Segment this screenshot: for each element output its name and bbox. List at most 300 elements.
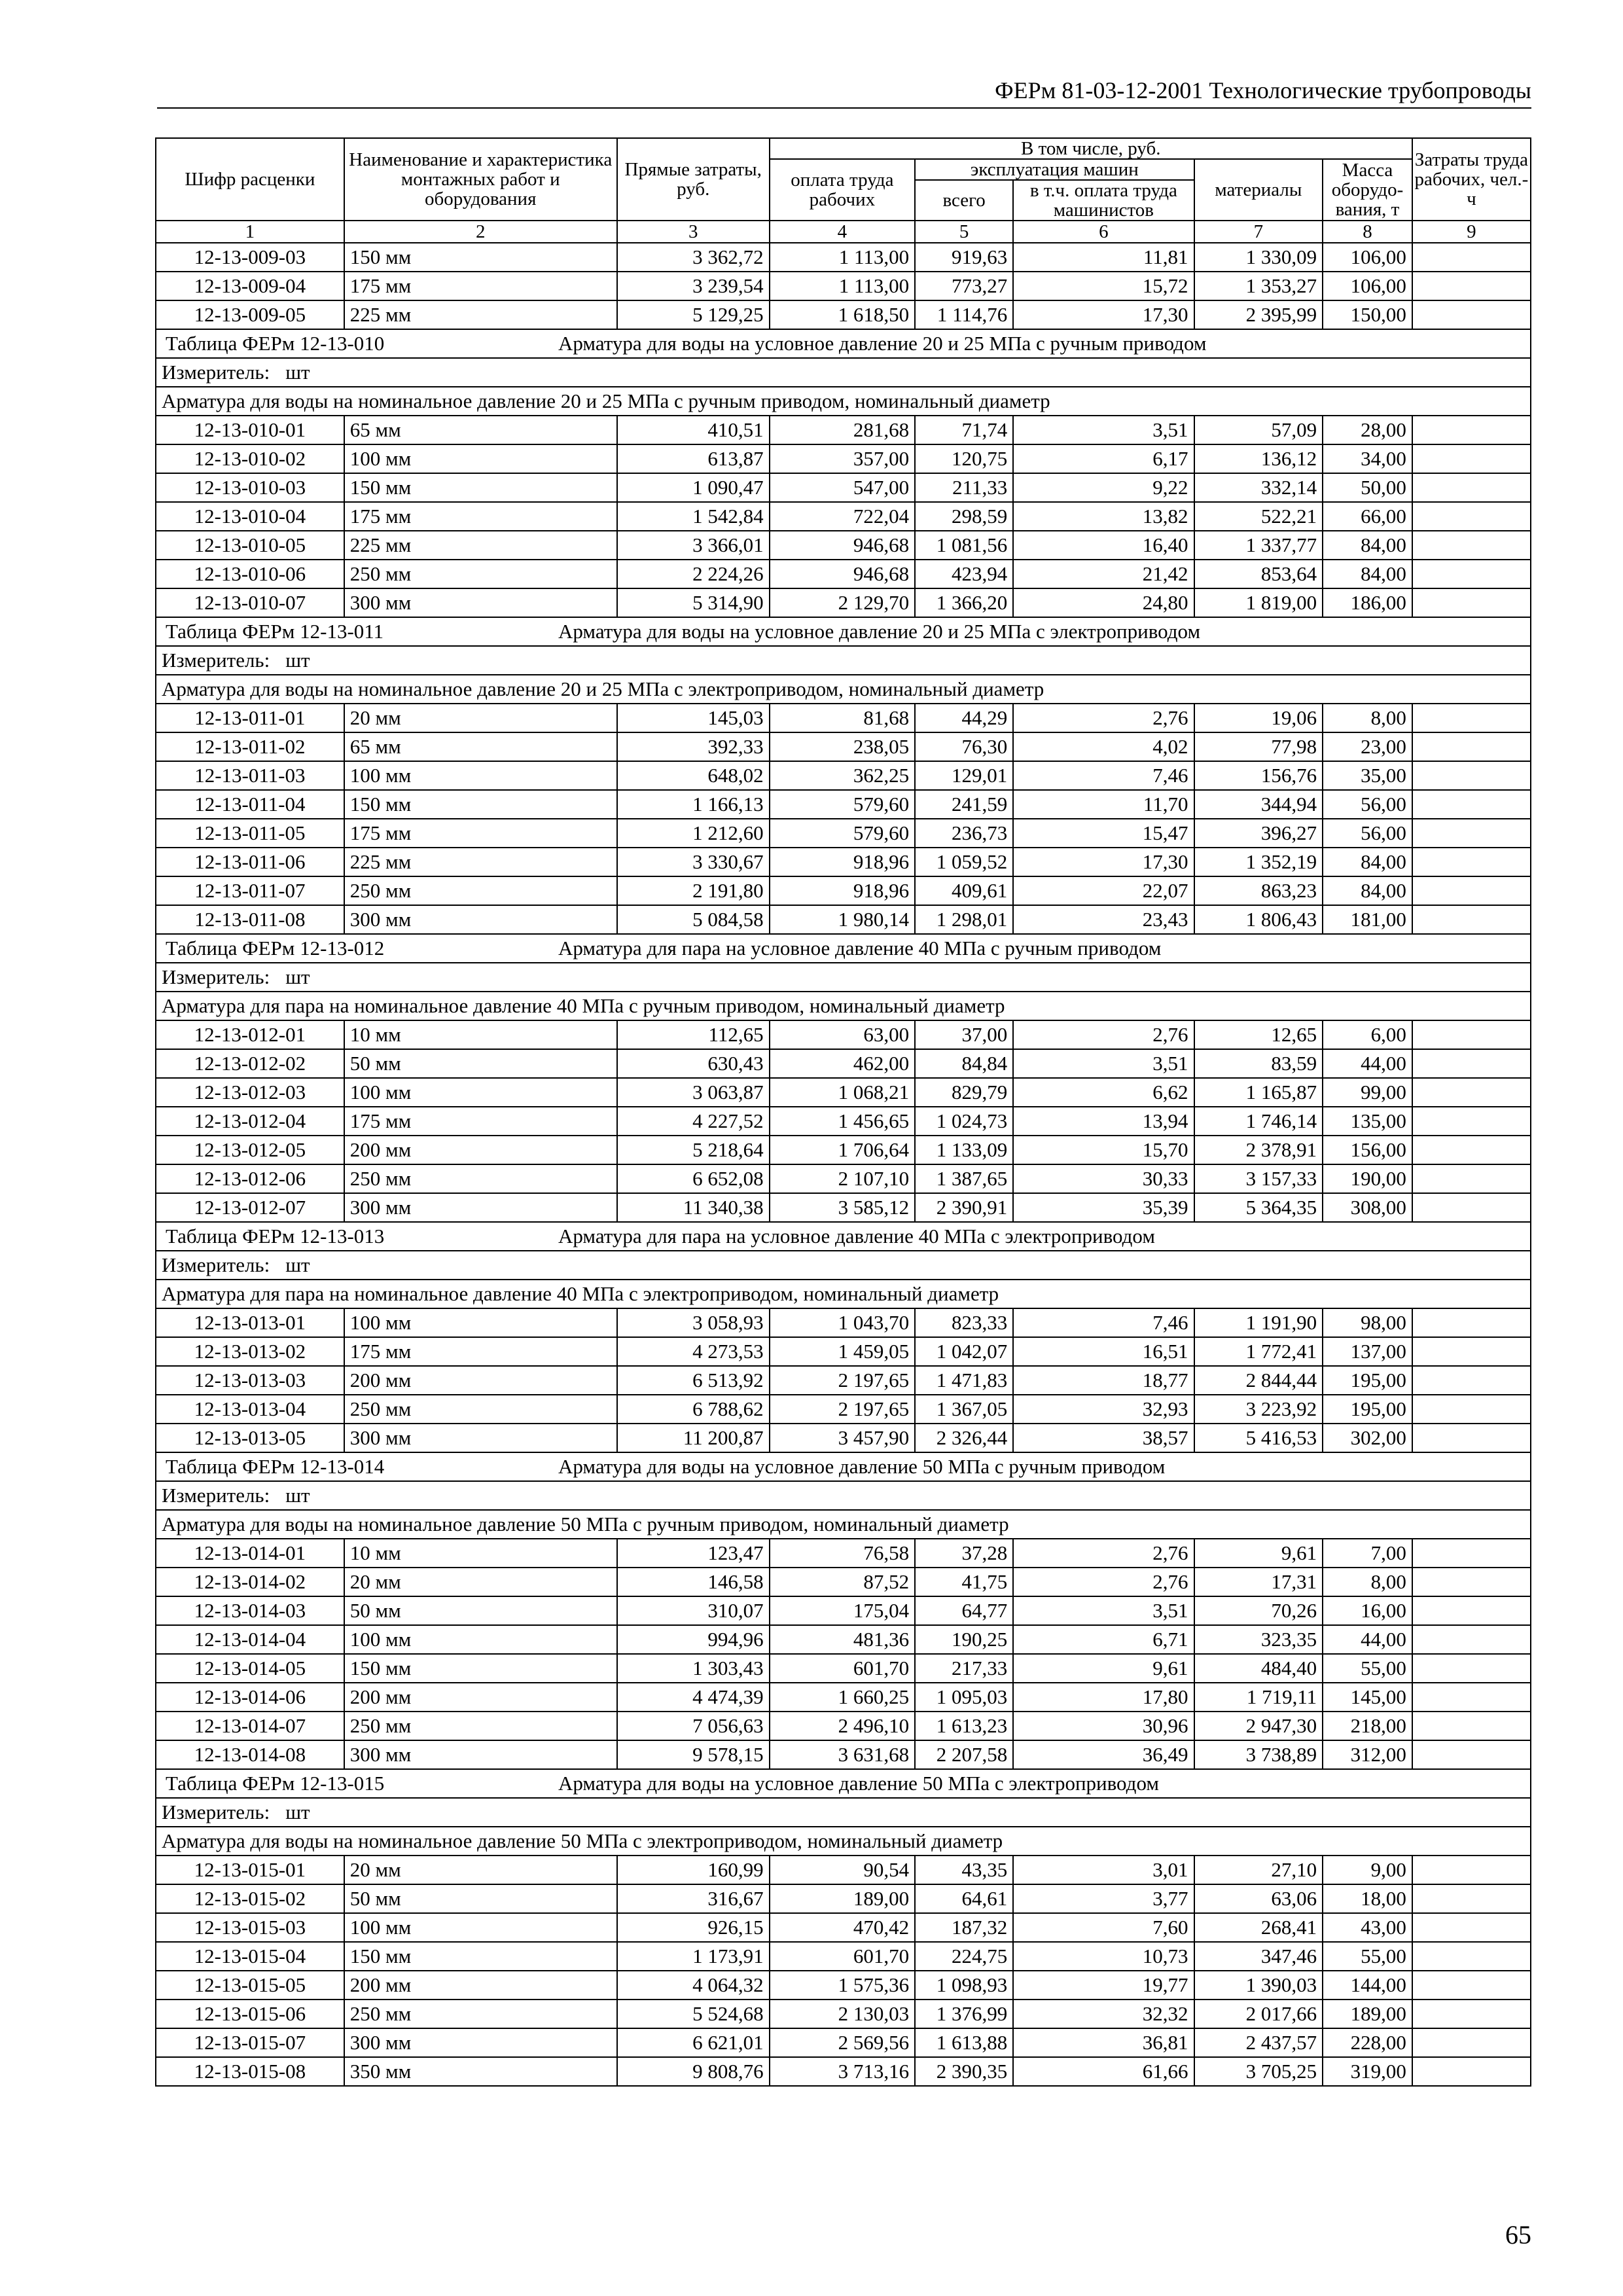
- section-table-name: Таблица ФЕРм 12-13-010: [166, 332, 385, 355]
- table-row: [156, 1568, 1531, 1596]
- direct-cost: 3 330,67: [617, 848, 770, 876]
- labor-pay: 1 575,36: [770, 1971, 916, 2000]
- rate-code: 12-13-011-05: [156, 819, 344, 848]
- machines-labor: 7,46: [1013, 761, 1194, 790]
- section-subtitle: Арматура для пара на номинальное давление 40 МПа с электроприводом, номинальный диаметр: [156, 1280, 1531, 1308]
- labor-pay: 357,00: [770, 444, 916, 473]
- materials-cost: 347,46: [1194, 1942, 1323, 1971]
- item-name: 175 мм: [344, 1107, 617, 1136]
- labor-pay: 2 107,10: [770, 1164, 916, 1193]
- machines-total: 64,61: [915, 1884, 1013, 1913]
- labor-pay: 189,00: [770, 1884, 916, 1913]
- materials-cost: 484,40: [1194, 1654, 1323, 1683]
- machines-total: 1 098,93: [915, 1971, 1013, 2000]
- section-measure-row: [156, 1251, 1531, 1280]
- item-name: 10 мм: [344, 1539, 617, 1568]
- item-name: 150 мм: [344, 1654, 617, 1683]
- equipment-mass: [1412, 790, 1531, 819]
- direct-cost: 4 474,39: [617, 1683, 770, 1712]
- machines-total: 919,63: [915, 243, 1013, 272]
- page-number: 65: [1505, 2220, 1531, 2250]
- materials-cost: 2 017,66: [1194, 2000, 1323, 2028]
- item-name: 150 мм: [344, 790, 617, 819]
- labor-hours: 308,00: [1323, 1193, 1412, 1222]
- rate-code: 12-13-012-04: [156, 1107, 344, 1136]
- equipment-mass: [1412, 1884, 1531, 1913]
- materials-cost: 57,09: [1194, 416, 1323, 444]
- rate-code: 12-13-011-07: [156, 876, 344, 905]
- col-number: 6: [1013, 221, 1194, 243]
- labor-pay: 238,05: [770, 732, 916, 761]
- measure-unit: шт: [285, 1253, 310, 1276]
- machines-total: 37,28: [915, 1539, 1013, 1568]
- section-heading: Арматура для пара на условное давление 40 МПа с ручным приводом: [558, 937, 1162, 960]
- materials-cost: 323,35: [1194, 1625, 1323, 1654]
- labor-hours: 56,00: [1323, 819, 1412, 848]
- machines-total: 1 298,01: [915, 905, 1013, 934]
- table-row: [156, 272, 1531, 300]
- table-row: [156, 2000, 1531, 2028]
- machines-labor: 22,07: [1013, 876, 1194, 905]
- rate-code: 12-13-014-08: [156, 1740, 344, 1769]
- section-title: [156, 617, 1531, 646]
- measure-unit: шт: [285, 1484, 310, 1507]
- section-title: [156, 329, 1531, 358]
- machines-labor: 36,81: [1013, 2028, 1194, 2057]
- item-name: 175 мм: [344, 272, 617, 300]
- equipment-mass: [1412, 761, 1531, 790]
- table-row: [156, 1078, 1531, 1107]
- table-row: [156, 1539, 1531, 1568]
- section-measure-row: [156, 1798, 1531, 1827]
- section-table-name: Таблица ФЕРм 12-13-015: [166, 1772, 385, 1795]
- materials-cost: 77,98: [1194, 732, 1323, 761]
- direct-cost: 316,67: [617, 1884, 770, 1913]
- materials-cost: 1 819,00: [1194, 588, 1323, 617]
- machines-labor: 23,43: [1013, 905, 1194, 934]
- materials-cost: 1 165,87: [1194, 1078, 1323, 1107]
- section-subtitle: Арматура для воды на номинальное давление 50 МПа с ручным приводом, номинальный диаметр: [156, 1510, 1531, 1539]
- item-name: 350 мм: [344, 2057, 617, 2086]
- measure-label: Измеритель:: [162, 1801, 270, 1823]
- rate-code: 12-13-009-05: [156, 300, 344, 329]
- materials-cost: 17,31: [1194, 1568, 1323, 1596]
- labor-pay: 1 980,14: [770, 905, 916, 934]
- equipment-mass: [1412, 2057, 1531, 2086]
- section-subtitle-row: [156, 387, 1531, 416]
- machines-labor: 61,66: [1013, 2057, 1194, 2086]
- direct-cost: 926,15: [617, 1913, 770, 1942]
- direct-cost: 2 224,26: [617, 560, 770, 588]
- equipment-mass: [1412, 819, 1531, 848]
- equipment-mass: [1412, 732, 1531, 761]
- table-row: [156, 819, 1531, 848]
- labor-hours: 66,00: [1323, 502, 1412, 531]
- machines-labor: 3,77: [1013, 1884, 1194, 1913]
- machines-labor: 6,71: [1013, 1625, 1194, 1654]
- table-row: [156, 1107, 1531, 1136]
- machines-total: 1 114,76: [915, 300, 1013, 329]
- machines-labor: 7,60: [1013, 1913, 1194, 1942]
- materials-cost: 83,59: [1194, 1049, 1323, 1078]
- machines-labor: 15,70: [1013, 1136, 1194, 1164]
- direct-cost: 5 129,25: [617, 300, 770, 329]
- machines-labor: 16,40: [1013, 531, 1194, 560]
- item-name: 300 мм: [344, 588, 617, 617]
- rate-code: 12-13-010-06: [156, 560, 344, 588]
- section-heading: Арматура для воды на условное давление 20 и 25 МПа с электроприводом: [558, 620, 1201, 643]
- direct-cost: 146,58: [617, 1568, 770, 1596]
- labor-hours: 35,00: [1323, 761, 1412, 790]
- rate-code: 12-13-014-06: [156, 1683, 344, 1712]
- equipment-mass: [1412, 1971, 1531, 2000]
- direct-cost: 3 362,72: [617, 243, 770, 272]
- labor-hours: 106,00: [1323, 272, 1412, 300]
- section-measure: [156, 963, 1531, 992]
- labor-pay: 1 113,00: [770, 272, 916, 300]
- machines-labor: 2,76: [1013, 1568, 1194, 1596]
- machines-total: 2 390,35: [915, 2057, 1013, 2086]
- section-title: [156, 1222, 1531, 1251]
- rate-code: 12-13-015-01: [156, 1856, 344, 1884]
- machines-labor: 2,76: [1013, 1539, 1194, 1568]
- rate-code: 12-13-015-06: [156, 2000, 344, 2028]
- direct-cost: 310,07: [617, 1596, 770, 1625]
- table-row: [156, 1740, 1531, 1769]
- equipment-mass: [1412, 531, 1531, 560]
- labor-pay: 1 706,64: [770, 1136, 916, 1164]
- labor-hours: 218,00: [1323, 1712, 1412, 1740]
- direct-cost: 4 064,32: [617, 1971, 770, 2000]
- labor-pay: 76,58: [770, 1539, 916, 1568]
- materials-cost: 1 353,27: [1194, 272, 1323, 300]
- col-number: 9: [1412, 221, 1531, 243]
- labor-pay: 63,00: [770, 1020, 916, 1049]
- machines-labor: 10,73: [1013, 1942, 1194, 1971]
- labor-hours: 106,00: [1323, 243, 1412, 272]
- item-name: 150 мм: [344, 473, 617, 502]
- labor-hours: 28,00: [1323, 416, 1412, 444]
- rates-table: [155, 137, 1531, 2087]
- direct-cost: 6 652,08: [617, 1164, 770, 1193]
- labor-pay: 90,54: [770, 1856, 916, 1884]
- equipment-mass: [1412, 704, 1531, 732]
- labor-pay: 1 113,00: [770, 243, 916, 272]
- materials-cost: 70,26: [1194, 1596, 1323, 1625]
- col-header-machines: эксплуатация машин: [915, 159, 1194, 180]
- item-name: 50 мм: [344, 1049, 617, 1078]
- labor-pay: 2 197,65: [770, 1395, 916, 1424]
- section-heading: Арматура для пара на условное давление 40 МПа с электроприводом: [558, 1225, 1155, 1247]
- equipment-mass: [1412, 1424, 1531, 1452]
- table-row: [156, 905, 1531, 934]
- labor-hours: 84,00: [1323, 876, 1412, 905]
- section-subtitle-row: [156, 1510, 1531, 1539]
- item-name: 175 мм: [344, 502, 617, 531]
- direct-cost: 11 200,87: [617, 1424, 770, 1452]
- direct-cost: 7 056,63: [617, 1712, 770, 1740]
- item-name: 225 мм: [344, 848, 617, 876]
- section-title-row: [156, 1222, 1531, 1251]
- labor-hours: 156,00: [1323, 1136, 1412, 1164]
- materials-cost: 1 806,43: [1194, 905, 1323, 934]
- labor-pay: 281,68: [770, 416, 916, 444]
- labor-pay: 547,00: [770, 473, 916, 502]
- item-name: 250 мм: [344, 1395, 617, 1424]
- materials-cost: 1 746,14: [1194, 1107, 1323, 1136]
- machines-labor: 15,72: [1013, 272, 1194, 300]
- section-measure-row: [156, 1481, 1531, 1510]
- machines-total: 64,77: [915, 1596, 1013, 1625]
- table-row: [156, 560, 1531, 588]
- labor-hours: 302,00: [1323, 1424, 1412, 1452]
- table-row: [156, 1971, 1531, 2000]
- machines-labor: 30,33: [1013, 1164, 1194, 1193]
- section-subtitle-row: [156, 1827, 1531, 1856]
- rate-code: 12-13-011-02: [156, 732, 344, 761]
- table-row: [156, 1020, 1531, 1049]
- rate-code: 12-13-015-03: [156, 1913, 344, 1942]
- table-body: [156, 243, 1531, 2086]
- machines-total: 71,74: [915, 416, 1013, 444]
- measure-label: Измеритель:: [162, 1253, 270, 1276]
- item-name: 250 мм: [344, 2000, 617, 2028]
- equipment-mass: [1412, 1395, 1531, 1424]
- table-row: [156, 1395, 1531, 1424]
- labor-pay: 362,25: [770, 761, 916, 790]
- direct-cost: 123,47: [617, 1539, 770, 1568]
- rate-code: 12-13-014-07: [156, 1712, 344, 1740]
- rate-code: 12-13-013-01: [156, 1308, 344, 1337]
- table-row: [156, 790, 1531, 819]
- machines-labor: 3,51: [1013, 1596, 1194, 1625]
- materials-cost: 268,41: [1194, 1913, 1323, 1942]
- col-header-name: Наименование и характеристика монтажных работ и оборудования: [344, 138, 617, 221]
- machines-total: 1 081,56: [915, 531, 1013, 560]
- section-measure-row: [156, 358, 1531, 387]
- item-name: 175 мм: [344, 819, 617, 848]
- equipment-mass: [1412, 1136, 1531, 1164]
- labor-hours: 144,00: [1323, 1971, 1412, 2000]
- equipment-mass: [1412, 243, 1531, 272]
- equipment-mass: [1412, 1568, 1531, 1596]
- direct-cost: 6 788,62: [617, 1395, 770, 1424]
- materials-cost: 2 395,99: [1194, 300, 1323, 329]
- machines-total: 823,33: [915, 1308, 1013, 1337]
- column-numbers-row: [156, 221, 1531, 243]
- section-title: [156, 934, 1531, 963]
- table-row: [156, 531, 1531, 560]
- item-name: 250 мм: [344, 1712, 617, 1740]
- rate-code: 12-13-010-07: [156, 588, 344, 617]
- rate-code: 12-13-013-03: [156, 1366, 344, 1395]
- rate-code: 12-13-010-01: [156, 416, 344, 444]
- rate-code: 12-13-013-04: [156, 1395, 344, 1424]
- materials-cost: 1 337,77: [1194, 531, 1323, 560]
- labor-pay: 3 585,12: [770, 1193, 916, 1222]
- item-name: 300 мм: [344, 1193, 617, 1222]
- col-header-machines-total: всего: [915, 180, 1013, 221]
- section-subtitle-row: [156, 675, 1531, 704]
- table-row: [156, 1049, 1531, 1078]
- labor-hours: 56,00: [1323, 790, 1412, 819]
- item-name: 150 мм: [344, 243, 617, 272]
- direct-cost: 613,87: [617, 444, 770, 473]
- item-name: 100 мм: [344, 444, 617, 473]
- machines-total: 2 390,91: [915, 1193, 1013, 1222]
- machines-total: 129,01: [915, 761, 1013, 790]
- labor-hours: 9,00: [1323, 1856, 1412, 1884]
- labor-pay: 1 660,25: [770, 1683, 916, 1712]
- labor-hours: 44,00: [1323, 1049, 1412, 1078]
- table-row: [156, 1308, 1531, 1337]
- machines-labor: 21,42: [1013, 560, 1194, 588]
- labor-hours: 55,00: [1323, 1654, 1412, 1683]
- labor-hours: 145,00: [1323, 1683, 1412, 1712]
- direct-cost: 392,33: [617, 732, 770, 761]
- labor-hours: 84,00: [1323, 531, 1412, 560]
- equipment-mass: [1412, 1942, 1531, 1971]
- rate-code: 12-13-010-02: [156, 444, 344, 473]
- col-header-machines-labor: в т.ч. оплата труда машинистов: [1013, 180, 1194, 221]
- labor-pay: 481,36: [770, 1625, 916, 1654]
- labor-pay: 601,70: [770, 1654, 916, 1683]
- direct-cost: 145,03: [617, 704, 770, 732]
- direct-cost: 410,51: [617, 416, 770, 444]
- materials-cost: 1 330,09: [1194, 243, 1323, 272]
- table-row: [156, 502, 1531, 531]
- labor-hours: 195,00: [1323, 1366, 1412, 1395]
- table-row: [156, 1193, 1531, 1222]
- col-number: 1: [156, 221, 344, 243]
- direct-cost: 630,43: [617, 1049, 770, 1078]
- item-name: 300 мм: [344, 1424, 617, 1452]
- materials-cost: 3 705,25: [1194, 2057, 1323, 2086]
- direct-cost: 648,02: [617, 761, 770, 790]
- machines-total: 241,59: [915, 790, 1013, 819]
- direct-cost: 5 084,58: [617, 905, 770, 934]
- labor-pay: 722,04: [770, 502, 916, 531]
- machines-total: 84,84: [915, 1049, 1013, 1078]
- direct-cost: 5 314,90: [617, 588, 770, 617]
- table-row: [156, 1884, 1531, 1913]
- equipment-mass: [1412, 876, 1531, 905]
- direct-cost: 11 340,38: [617, 1193, 770, 1222]
- labor-hours: 16,00: [1323, 1596, 1412, 1625]
- equipment-mass: [1412, 1913, 1531, 1942]
- labor-pay: 2 129,70: [770, 588, 916, 617]
- labor-pay: 1 043,70: [770, 1308, 916, 1337]
- col-header-direct: Прямые затраты, руб.: [617, 138, 770, 221]
- item-name: 100 мм: [344, 1308, 617, 1337]
- machines-total: 1 471,83: [915, 1366, 1013, 1395]
- labor-hours: 8,00: [1323, 1568, 1412, 1596]
- col-number: 4: [770, 221, 916, 243]
- machines-labor: 13,94: [1013, 1107, 1194, 1136]
- rate-code: 12-13-011-08: [156, 905, 344, 934]
- machines-labor: 9,22: [1013, 473, 1194, 502]
- equipment-mass: [1412, 1625, 1531, 1654]
- direct-cost: 9 808,76: [617, 2057, 770, 2086]
- col-number: 5: [915, 221, 1013, 243]
- direct-cost: 112,65: [617, 1020, 770, 1049]
- rate-code: 12-13-014-01: [156, 1539, 344, 1568]
- section-measure: [156, 1798, 1531, 1827]
- item-name: 300 мм: [344, 905, 617, 934]
- machines-total: 236,73: [915, 819, 1013, 848]
- labor-hours: 7,00: [1323, 1539, 1412, 1568]
- labor-hours: 18,00: [1323, 1884, 1412, 1913]
- measure-unit: шт: [285, 1801, 310, 1823]
- machines-labor: 17,30: [1013, 848, 1194, 876]
- measure-unit: шт: [285, 965, 310, 988]
- labor-hours: 195,00: [1323, 1395, 1412, 1424]
- col-header-incl: В том числе, руб.: [770, 138, 1412, 159]
- machines-total: 1 387,65: [915, 1164, 1013, 1193]
- direct-cost: 1 173,91: [617, 1942, 770, 1971]
- labor-pay: 3 631,68: [770, 1740, 916, 1769]
- equipment-mass: [1412, 905, 1531, 934]
- machines-total: 1 059,52: [915, 848, 1013, 876]
- rate-code: 12-13-015-07: [156, 2028, 344, 2057]
- rate-code: 12-13-014-05: [156, 1654, 344, 1683]
- item-name: 200 мм: [344, 1683, 617, 1712]
- equipment-mass: [1412, 1308, 1531, 1337]
- table-row: [156, 761, 1531, 790]
- col-header-labor-cost: Затраты труда рабочих, чел.-ч: [1412, 138, 1531, 221]
- section-subtitle: Арматура для воды на номинальное давление 20 и 25 МПа с электроприводом, номинальный диаметр: [156, 675, 1531, 704]
- direct-cost: 6 621,01: [617, 2028, 770, 2057]
- equipment-mass: [1412, 1366, 1531, 1395]
- item-name: 250 мм: [344, 876, 617, 905]
- table-row: [156, 243, 1531, 272]
- item-name: 175 мм: [344, 1337, 617, 1366]
- labor-pay: 1 459,05: [770, 1337, 916, 1366]
- section-heading: Арматура для воды на условное давление 50 МПа с ручным приводом: [558, 1455, 1166, 1478]
- materials-cost: 344,94: [1194, 790, 1323, 819]
- equipment-mass: [1412, 473, 1531, 502]
- item-name: 300 мм: [344, 2028, 617, 2057]
- table-row: [156, 1136, 1531, 1164]
- labor-pay: 3 457,90: [770, 1424, 916, 1452]
- section-heading: Арматура для воды на условное давление 20 и 25 МПа с ручным приводом: [558, 332, 1207, 355]
- direct-cost: 3 366,01: [617, 531, 770, 560]
- materials-cost: 5 416,53: [1194, 1424, 1323, 1452]
- materials-cost: 853,64: [1194, 560, 1323, 588]
- item-name: 100 мм: [344, 1625, 617, 1654]
- section-measure-row: [156, 646, 1531, 675]
- machines-total: 1 042,07: [915, 1337, 1013, 1366]
- rate-code: 12-13-010-03: [156, 473, 344, 502]
- machines-total: 829,79: [915, 1078, 1013, 1107]
- direct-cost: 1 166,13: [617, 790, 770, 819]
- equipment-mass: [1412, 2000, 1531, 2028]
- direct-cost: 6 513,92: [617, 1366, 770, 1395]
- labor-hours: 43,00: [1323, 1913, 1412, 1942]
- labor-pay: 918,96: [770, 876, 916, 905]
- item-name: 150 мм: [344, 1942, 617, 1971]
- machines-total: 2 207,58: [915, 1740, 1013, 1769]
- materials-cost: 1 772,41: [1194, 1337, 1323, 1366]
- section-heading: Арматура для воды на условное давление 50 МПа с электроприводом: [558, 1772, 1159, 1795]
- materials-cost: 396,27: [1194, 819, 1323, 848]
- table-row: [156, 1856, 1531, 1884]
- labor-hours: 228,00: [1323, 2028, 1412, 2057]
- machines-total: 1 376,99: [915, 2000, 1013, 2028]
- machines-total: 217,33: [915, 1654, 1013, 1683]
- machines-total: 187,32: [915, 1913, 1013, 1942]
- direct-cost: 1 303,43: [617, 1654, 770, 1683]
